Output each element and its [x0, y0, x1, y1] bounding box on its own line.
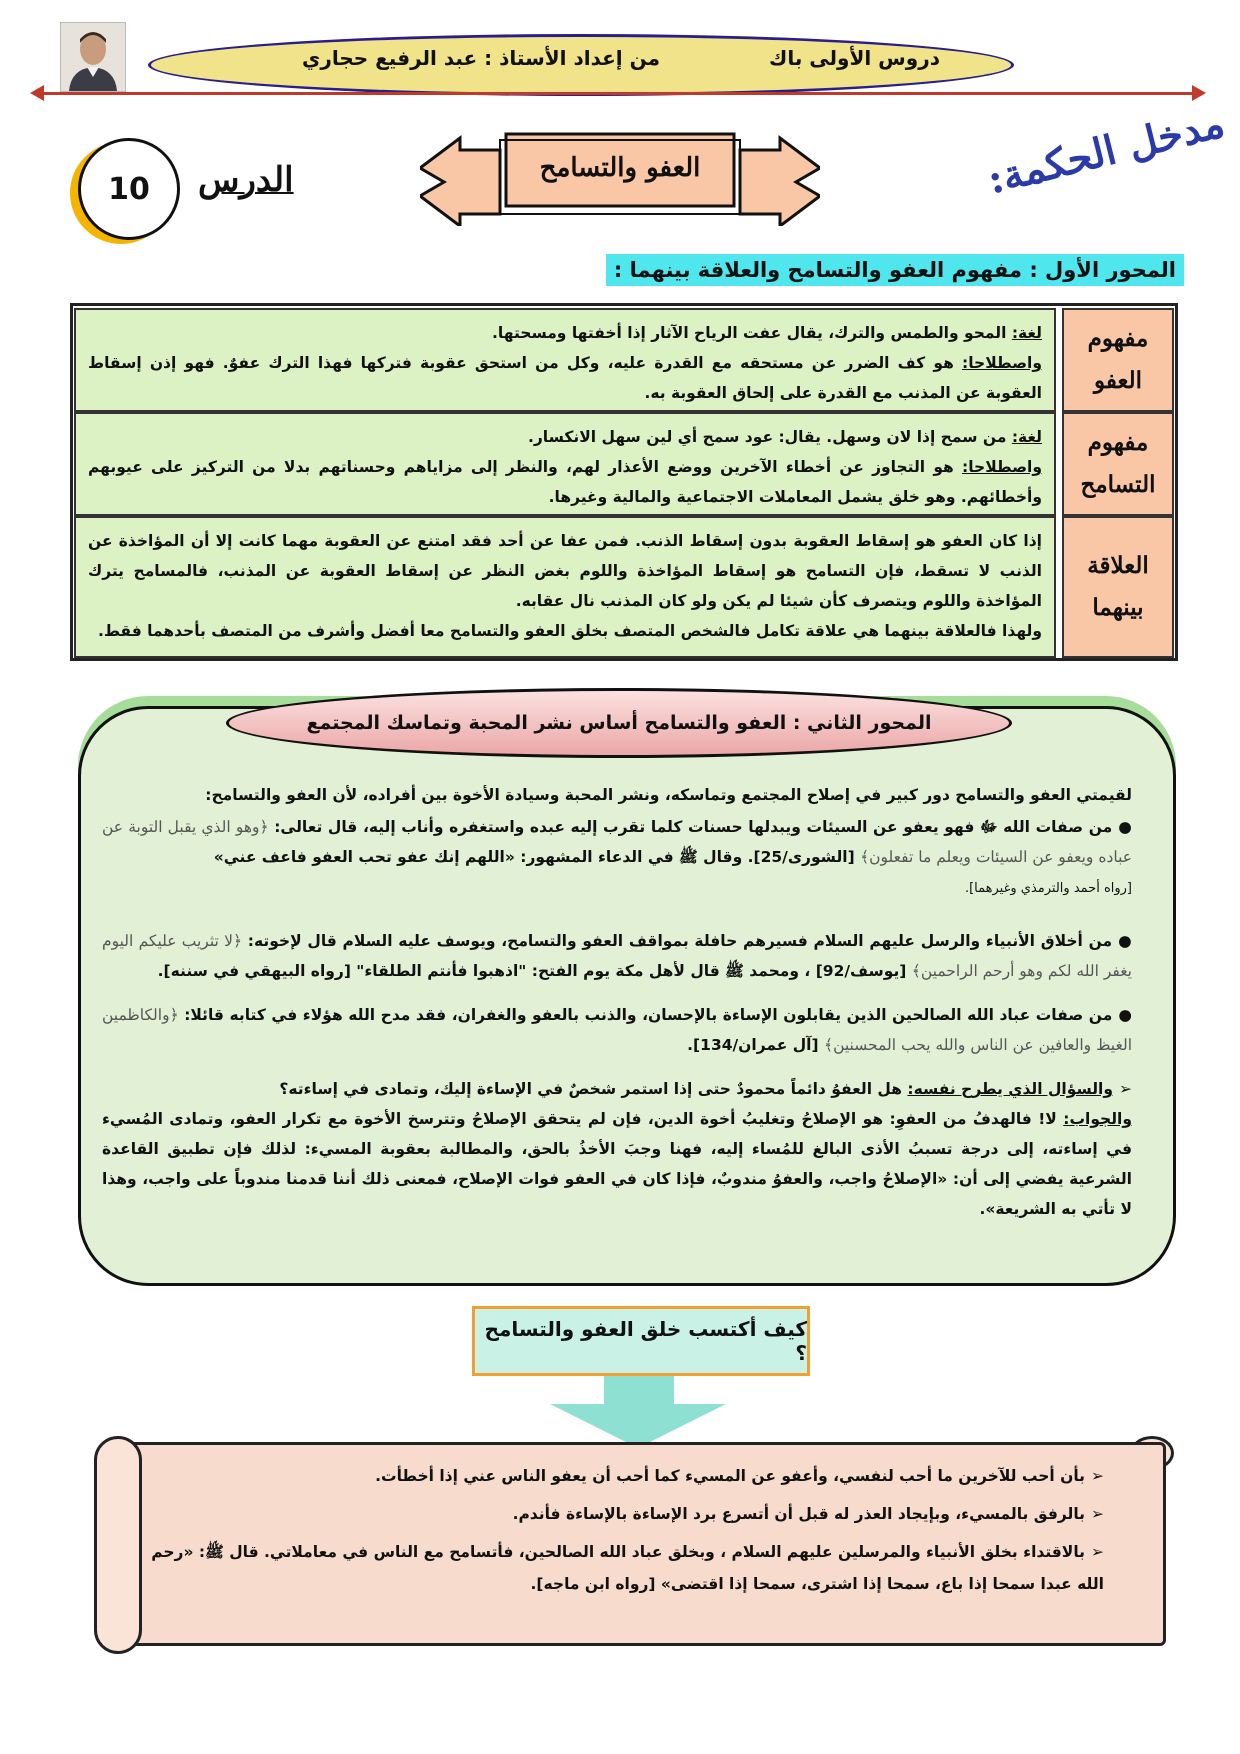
author-photo: [60, 22, 126, 92]
hadith-source: [رواه أحمد والترمذي وغيرهما].: [964, 881, 1132, 896]
tolerance-definition: [74, 412, 1056, 516]
acquire-item: ➢ بأن أحب للآخرين ما أحب لنفسي، وأعفو عن المسيء كما أحب أن يعفو الناس عني إذا أخطأت.: [124, 1460, 1104, 1492]
wisdom-entry-label: مدخل الحكمة:: [982, 99, 1230, 204]
answer-paragraph: [102, 1104, 1132, 1224]
relationship-text: [74, 516, 1056, 658]
bullet-text: [يوسف/92] ، ومحمد ﷺ قال لأهل مكة يوم الفتح: "اذهبوا فأنتم الطلقاء" [رواه البيهقي في سننه].: [157, 962, 912, 980]
quran-verse: ﴿لا تثريب عليكم اليوم يغفر الله لكم وهو أرحم الراحمين﴾: [102, 932, 1132, 980]
author-credit: من إعداد الأستاذ : عبد الرفيع حجاري: [302, 46, 660, 70]
question-paragraph: [102, 1074, 1132, 1104]
forgiveness-term: مفهوم العفو: [1062, 308, 1174, 412]
bullet-text: من صفات الله ﷻ فهو يعفو عن السيئات ويبدلها حسنات كلما تقرب إليه عبده واستغفره وأناب إليه، قال تعالى:: [268, 818, 1113, 836]
down-arrow-shaft: [604, 1376, 674, 1406]
axis1-heading: المحور الأول : مفهوم العفو والتسامح والعلاقة بينهما :: [606, 254, 1184, 286]
hadith-quote: «اللهم إنك عفو تحب العفو فاعف عني»: [213, 848, 515, 866]
bullet-text: [آل عمران/134].: [687, 1036, 824, 1054]
answer-label: والجواب:: [1063, 1110, 1132, 1128]
bullet-prophets: [102, 926, 1132, 986]
bullet-righteous: [102, 1000, 1132, 1060]
quran-verse: ﴿والكاظمين الغيظ والعافين عن الناس والله يحب المحسنين﴾: [102, 1006, 1132, 1054]
term-label: واصطلاحا:: [962, 354, 1042, 372]
quran-verse: ﴿وهو الذي يقبل التوبة عن عباده ويعفو عن السيئات ويعلم ما تفعلون﴾: [102, 818, 1132, 866]
forgiveness-definition: [74, 308, 1056, 412]
table-row-relationship: [74, 516, 1174, 658]
bullet-text: من صفات عباد الله الصالحين الذين يقابلون الإساءة بالإحسان، والذنب بالعفو والغفران، فقد مدح الله هؤلاء في كتابه قائلا:: [178, 1006, 1113, 1024]
how-to-acquire-heading: كيف أكتسب خلق العفو والتسامح ؟: [472, 1306, 810, 1376]
lang-text: من سمح إذا لان وسهل. يقال: عود سمح أي لين سهل الانكسار.: [528, 428, 1012, 446]
tolerance-term: مفهوم التسامح: [1062, 412, 1174, 516]
lang-label: لغة:: [1011, 428, 1042, 446]
bullet-text: من أخلاق الأنبياء والرسل عليهم السلام فسيرهم حافلة بمواقف العفو والتسامح، ويوسف عليه السلام قال لإخوته:: [242, 932, 1113, 950]
lesson-number-badge: 10: [78, 138, 180, 240]
lesson-label: الدرس: [198, 160, 294, 200]
relationship-term: العلاقة بينهما: [1062, 516, 1174, 658]
answer-text: لا! فالهدفُ من العفوِ: هو الإصلاحُ وتغليبُ أخوة الدين، فإن لم يتحقق الإصلاحُ وتترسخ الأخوة مع تكرار العفو، وتمادى المُسيء في إساءته، إلى درجة تسببُ الأذى البالغ للمُساء إليه، فهنا وجبَ الأخذُ بالحق، والمطالبة بعقوبة المسيء: لذلك فإن تطبيق القاعدة الشرعية يفضي إلى أن: «الإصلاحُ واجب، والعفوُ مندوبٌ، فإذا كان في العفو فوات الإصلاح، فمعنى ذلك أننا قدمنا مندوباً على واجب، وهذا لا تأتي به الشريعة».: [102, 1110, 1132, 1218]
question-text: هل العفوُ دائماً محمودٌ حتى إذا استمر شخصٌ في الإساءة إليك، وتمادى في إساءته؟: [279, 1080, 908, 1098]
header-divider: [38, 92, 1198, 95]
term-text: هو التجاوز عن أخطاء الآخرين ووضع الأعذار لهم، والنظر إلى مزاياهم وحسناتهم بدلا من التركيز على عيوبهم وأخطائهم. وهو خلق يشمل المعاملات الاجتماعية والمالية وغيرها.: [88, 458, 1042, 506]
course-title: دروس الأولى باك: [768, 46, 940, 70]
relationship-conclusion: ولهذا فالعلاقة بينهما هي علاقة تكامل فالشخص المتصف بخلق العفو والتسامح معا أفضل وأشرف من المتصف بأحدهما فقط.: [97, 622, 1042, 640]
divider-arrow-right: [1192, 85, 1206, 101]
term-label: واصطلاحا:: [962, 458, 1042, 476]
term-text: هو كف الضرر عن مستحقه مع القدرة عليه، وكل من استحق عقوبة فتركها فهذا الترك عفوٌ. فهو إذن إسقاط العقوبة عن المذنب مع القدرة على إلحاق العقوبة به.: [88, 354, 1042, 402]
table-row-tolerance: [74, 412, 1174, 516]
bullet-text: [الشورى/25]. وقال ﷺ في الدعاء المشهور:: [514, 848, 861, 866]
acquire-item: ➢ بالاقتداء بخلق الأنبياء والمرسلين عليهم السلام ، وبخلق عباد الله الصالحين، فأتسامح مع الناس في معاملاتي. قال ﷺ: «رحم الله عبدا سمحا إذا باع، سمحا إذا اشترى، سمحا إذا اقتضى» [رواه ابن ماجه].: [124, 1536, 1104, 1600]
divider-arrow-left: [30, 85, 44, 101]
lesson-title: العفو والتسامح: [539, 153, 701, 183]
lang-text: المحو والطمس والترك، يقال عفت الرياح الآثار إذا أخفتها ومسحتها.: [492, 324, 1012, 342]
bullet-attribute-of-god: [102, 812, 1132, 904]
axis2-heading: المحور الثاني : العفو والتسامح أساس نشر المحبة وتماسك المجتمع: [226, 688, 1012, 758]
question-label: والسؤال الذي يطرح نفسه:: [907, 1080, 1113, 1098]
acquire-item: ➢ بالرفق بالمسيء، وبإيجاد العذر له قبل أن أتسرع برد الإساءة بالإساءة فأندم.: [124, 1498, 1104, 1530]
relationship-paragraph: إذا كان العفو هو إسقاط العقوبة بدون إسقاط الذنب. فمن عفا عن أحد فقد امتنع عن العقوبة مهما كانت إلا أن المؤاخذة عن الذنب لا تسقط، فإن التسامح هو إسقاط المؤاخذة واللوم بغض النظر عن إسقاط العقوبة عن المذنب، فالمسامح يترك المؤاخذة واللوم ويتصرف كأن شيئا لم يكن ولو كان المذنب نال عقابه.: [88, 532, 1042, 610]
table-row-forgiveness: [74, 308, 1174, 412]
lang-label: لغة:: [1011, 324, 1042, 342]
axis2-intro: لقيمتي العفو والتسامح دور كبير في إصلاح المجتمع وتماسكه، ونشر المحبة وسيادة الأخوة بين أفراده، لأن العفو والتسامح:: [205, 786, 1132, 804]
